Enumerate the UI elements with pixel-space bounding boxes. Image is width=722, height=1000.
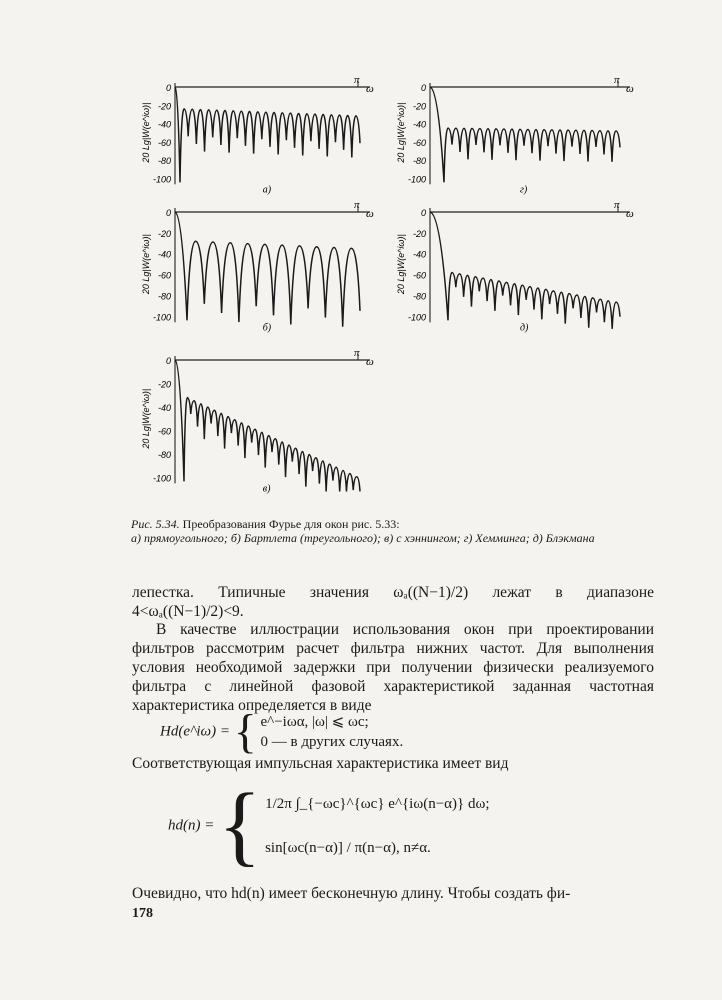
spectrum-plot-bartlett (140, 200, 380, 350)
spectrum-plot-hamming (385, 75, 645, 200)
spectrum-curve (175, 360, 360, 491)
paragraph-2: В качестве иллюстрации использования окон при проектировании фильтров рассмотрим расчет фильтра нижних частот. Для выполнения условия необходимой задержки при получении физически реализуемого фильтра с линейной фазовой характеристикой заданная частотная характеристика определяется в виде (132, 621, 654, 714)
spectrum-curve (175, 87, 360, 182)
x-var-label: ω (626, 83, 634, 95)
x-end-label: π (354, 74, 360, 86)
equation-1-brace: { (233, 705, 257, 758)
page-number: 178 (132, 906, 153, 921)
equation-2-case-2: sin[ωc(n−α)] / π(n−α), n≠α. (265, 840, 431, 856)
y-tick-label: -40 (412, 119, 426, 130)
y-tick-label: -40 (157, 119, 171, 130)
equation-2-brace: { (218, 776, 262, 875)
spectrum-plot-rectangular (140, 75, 380, 200)
x-var-label: ω (366, 356, 374, 368)
figure-panel-g (385, 75, 645, 200)
panel-label: б) (262, 322, 272, 334)
y-tick-label: -40 (157, 249, 171, 260)
x-var-label: ω (366, 208, 374, 220)
paragraph-1-line-1: лепестка. Типичные значения ωₐ((N−1)/2) лежат в диапазоне (132, 584, 654, 601)
spectrum-curve (175, 212, 360, 327)
caption-number: Рис. 5.34. (131, 517, 180, 531)
y-tick-label: -100 (407, 174, 426, 185)
y-tick-label: -80 (157, 449, 171, 460)
y-axis-label: 20 Lg|W(e^iω)| (396, 234, 406, 295)
y-tick-label: 0 (420, 83, 426, 93)
y-tick-label: -60 (412, 270, 426, 281)
x-end-label: π (354, 199, 360, 211)
y-tick-label: -80 (157, 291, 171, 302)
figure-caption (131, 518, 653, 545)
equation-1-case-1: e^−iωα, |ω| ⩽ ωc; (260, 714, 369, 730)
y-tick-label: -20 (157, 101, 171, 112)
y-tick-label: -80 (157, 156, 171, 167)
paragraph-1-line-2: 4<ωₐ((N−1)/2)<9. (132, 603, 244, 620)
panel-label: г) (520, 184, 528, 196)
y-axis-label: 20 Lg|W(e^iω)| (141, 388, 151, 449)
equation-1-case-2: 0 — в других случаях. (260, 734, 404, 750)
y-tick-label: -100 (152, 174, 171, 185)
paragraph-1 (132, 583, 654, 621)
y-tick-label: -100 (407, 312, 426, 323)
y-tick-label: 0 (165, 208, 171, 218)
x-var-label: ω (626, 208, 634, 220)
x-end-label: π (614, 74, 620, 86)
figure-panel-a (140, 75, 380, 200)
y-tick-label: 0 (165, 83, 171, 93)
y-tick-label: -100 (152, 312, 171, 323)
figure-panel-d (385, 200, 645, 350)
figure-panel-b (140, 200, 380, 350)
y-tick-label: -40 (157, 402, 171, 413)
panel-label: а) (262, 184, 272, 196)
spectrum-plot-blackman (385, 200, 645, 350)
equation-2-case-1: 1/2π ∫_{−ωc}^{ωc} e^{iω(n−α)} dω; (265, 796, 490, 812)
y-tick-label: -40 (412, 249, 426, 260)
y-tick-label: -60 (157, 137, 171, 148)
caption-title: Преобразования Фурье для окон рис. 5.33: (182, 517, 400, 531)
y-tick-label: -100 (152, 473, 171, 484)
y-tick-label: -60 (157, 270, 171, 281)
y-tick-label: 0 (420, 208, 426, 218)
panel-label: в) (262, 483, 271, 495)
equation-hd-frequency (160, 705, 620, 758)
paragraph-4: Очевидно, что hd(n) имеет бесконечную длину. Чтобы создать фи- (132, 885, 571, 902)
x-end-label: π (354, 347, 360, 359)
equation-2-lhs: hd(n) = (168, 817, 215, 834)
y-tick-label: -60 (157, 426, 171, 437)
y-tick-label: 0 (165, 356, 171, 366)
y-tick-label: -60 (412, 137, 426, 148)
y-tick-label: -20 (412, 228, 426, 239)
spectrum-curve (430, 212, 620, 329)
x-end-label: π (614, 199, 620, 211)
y-axis-label: 20 Lg|W(e^iω)| (141, 102, 151, 163)
y-tick-label: -80 (412, 156, 426, 167)
caption-items: а) прямоугольного; б) Бартлета (треугольного); в) с хэннингом; г) Хемминга; д) Блэкмана (131, 530, 595, 545)
panel-label: д) (520, 322, 529, 334)
equation-1-lhs: Hd(e^iω) = (160, 723, 230, 740)
y-tick-label: -20 (157, 379, 171, 390)
figure-panel-v (140, 348, 380, 513)
equation-hd-impulse (168, 776, 628, 875)
spectrum-curve (430, 87, 620, 182)
x-var-label: ω (366, 83, 374, 95)
y-tick-label: -20 (412, 101, 426, 112)
y-axis-label: 20 Lg|W(e^iω)| (141, 234, 151, 295)
spectrum-plot-hanning (140, 348, 380, 513)
y-axis-label: 20 Lg|W(e^iω)| (396, 102, 406, 163)
paragraph-3: Соответствующая импульсная характеристика имеет вид (132, 755, 509, 772)
y-tick-label: -20 (157, 228, 171, 239)
y-tick-label: -80 (412, 291, 426, 302)
